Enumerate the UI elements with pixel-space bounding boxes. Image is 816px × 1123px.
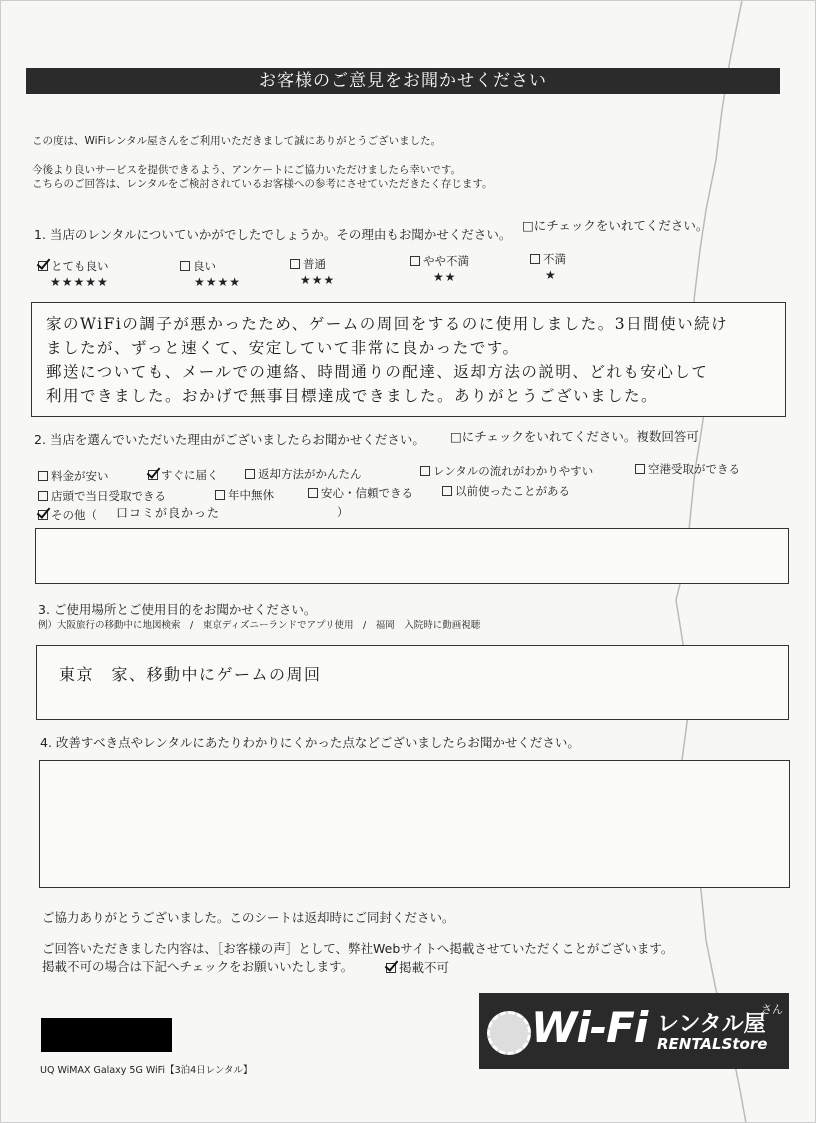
product-name: UQ WiMAX Galaxy 5G WiFi【3泊4日レンタル】 bbox=[40, 1065, 253, 1076]
option-label: 店頭で当日受取できる bbox=[51, 489, 166, 503]
checkbox-icon[interactable] bbox=[38, 261, 48, 271]
checkbox-icon[interactable] bbox=[530, 254, 540, 264]
q2-option-trustworthy[interactable] bbox=[308, 485, 413, 501]
option-label: 安心・信頼できる bbox=[321, 486, 413, 500]
q1-option-slightly-unsatisfied[interactable] bbox=[410, 253, 469, 269]
q1-answer-line-3: 郵送についても、メールでの連絡、時間通りの配達、返却方法の説明、どれも安心して bbox=[46, 363, 709, 381]
q1-option-normal[interactable] bbox=[290, 256, 326, 272]
checkbox-icon[interactable] bbox=[180, 261, 190, 271]
q2-option-open-all-year[interactable] bbox=[215, 487, 274, 503]
q2-option-store-pickup[interactable] bbox=[38, 488, 166, 504]
no-publish-checkbox[interactable] bbox=[386, 958, 449, 976]
q3-answer: 東京 家、移動中にゲームの周回 bbox=[59, 665, 322, 684]
logo-jp-text: レンタル屋 bbox=[657, 1012, 766, 1037]
option-label: 空港受取ができる bbox=[648, 462, 740, 476]
no-publish-label: 掲載不可 bbox=[399, 960, 450, 975]
intro-line-2: 今後より良いサービスを提供できるよう、アンケートにご協力いただけましたら幸いです。 bbox=[32, 164, 462, 176]
q3-question: 3. ご使用場所とご使用目的をお聞かせください。 bbox=[38, 602, 317, 617]
q1-question: 1. 当店のレンタルについていかがでしたでしょうか。その理由もお聞かせください。 bbox=[34, 227, 512, 242]
footer-publish-notice: ご回答いただきました内容は、［お客様の声］として、弊社Webサイトへ掲載させていただくことがございます。 bbox=[42, 941, 674, 956]
q2-answer-box[interactable] bbox=[35, 528, 789, 584]
option-label: レンタルの流れがわかりやすい bbox=[433, 464, 594, 478]
checkbox-icon[interactable] bbox=[38, 491, 48, 501]
logo-en-text: RENTALStore bbox=[657, 1035, 768, 1053]
q1-stars-5: ★★★★★ bbox=[50, 275, 109, 289]
logo-wifi-text: Wi-Fi bbox=[531, 1003, 648, 1052]
option-label: すぐに届く bbox=[161, 468, 219, 482]
q2-instruction: □にチェックをいれてください。複数回答可 bbox=[450, 429, 699, 444]
q2-option-fast-delivery[interactable] bbox=[148, 467, 219, 483]
q1-answer-box[interactable] bbox=[31, 302, 786, 417]
q1-stars-2: ★★ bbox=[433, 270, 457, 284]
q4-answer-box[interactable] bbox=[39, 760, 790, 888]
q4-question: 4. 改善すべき点やレンタルにあたりわかりにくかった点などございましたらお聞かせください。 bbox=[40, 735, 580, 750]
q1-option-good[interactable] bbox=[180, 258, 216, 274]
option-label: 返却方法がかんたん bbox=[258, 467, 362, 481]
checkbox-icon[interactable] bbox=[420, 466, 430, 476]
q2-question: 2. 当店を選んでいただいた理由がございましたらお聞かせください。 bbox=[34, 432, 425, 447]
q3-example: 例）大阪旅行の移動中に地図検索 / 東京ディズニーランドでアプリ使用 / 福岡 入院時に動画視聴 bbox=[38, 620, 481, 631]
footer-thanks: ご協力ありがとうございました。このシートは返却時にご同封ください。 bbox=[42, 910, 455, 925]
q2-other-close: ） bbox=[337, 505, 349, 519]
checkbox-icon[interactable] bbox=[410, 256, 420, 266]
option-label: 普通 bbox=[303, 257, 326, 271]
option-label: やや不満 bbox=[423, 254, 469, 268]
q2-other-text: 口コミが良かった bbox=[116, 506, 221, 520]
checkbox-icon[interactable] bbox=[635, 464, 645, 474]
q1-stars-1: ★ bbox=[545, 268, 557, 282]
option-label: その他（ bbox=[51, 508, 97, 522]
checkbox-icon[interactable] bbox=[308, 488, 318, 498]
checkbox-icon[interactable] bbox=[38, 471, 48, 481]
q2-option-used-before[interactable] bbox=[442, 483, 570, 499]
q3-answer-box[interactable] bbox=[36, 645, 789, 720]
q1-option-unsatisfied[interactable] bbox=[530, 251, 566, 267]
intro-line-3: こちらのご回答は、レンタルをご検討されているお客様への参考にさせていただきたく存じます。 bbox=[32, 178, 493, 190]
q1-answer-line-4: 利用できました。おかげで無事目標達成できました。ありがとうございました。 bbox=[46, 387, 659, 405]
checkbox-icon[interactable] bbox=[148, 470, 158, 480]
wifi-rental-logo bbox=[479, 993, 789, 1069]
option-label: 以前使ったことがある bbox=[455, 484, 570, 498]
footer-publish-instruction: 掲載不可の場合は下記へチェックをお願いいたします。 bbox=[42, 959, 354, 974]
q2-option-clear-flow[interactable] bbox=[420, 463, 593, 479]
checkbox-icon[interactable] bbox=[38, 510, 48, 520]
q2-option-airport-pickup[interactable] bbox=[635, 461, 740, 477]
checkbox-icon[interactable] bbox=[290, 259, 300, 269]
q2-option-cheap[interactable] bbox=[38, 468, 109, 484]
q1-option-very-good[interactable] bbox=[38, 258, 109, 274]
checkbox-icon[interactable] bbox=[386, 963, 396, 973]
q2-option-easy-return[interactable] bbox=[245, 466, 362, 482]
option-label: 良い bbox=[193, 259, 216, 273]
q1-stars-4: ★★★★ bbox=[194, 275, 242, 289]
q1-answer-line-1: 家のWiFiの調子が悪かったため、ゲームの周回をするのに使用しました。3日間使い続け bbox=[46, 315, 729, 333]
option-label: 年中無休 bbox=[228, 488, 274, 502]
q1-answer-line-2: ましたが、ずっと速くて、安定していて非常に良かったです。 bbox=[46, 339, 520, 357]
option-label: とても良い bbox=[51, 259, 109, 273]
option-label: 料金が安い bbox=[51, 469, 109, 483]
q1-stars-3: ★★★ bbox=[300, 273, 336, 287]
option-label: 不満 bbox=[543, 252, 566, 266]
checkbox-icon[interactable] bbox=[245, 469, 255, 479]
checkbox-icon[interactable] bbox=[215, 490, 225, 500]
q2-option-other[interactable] bbox=[38, 507, 97, 523]
logo-san-text: さん bbox=[761, 1003, 783, 1016]
mascot-icon bbox=[487, 1011, 531, 1055]
q1-instruction: □にチェックをいれてください。 bbox=[522, 218, 709, 233]
intro-line-1: この度は、WiFiレンタル屋さんをご利用いただきまして誠にありがとうございました。 bbox=[32, 135, 442, 147]
checkbox-icon[interactable] bbox=[442, 486, 452, 496]
page-title: お客様のご意見をお聞かせください bbox=[26, 68, 780, 94]
redacted-customer-info bbox=[41, 1018, 172, 1052]
